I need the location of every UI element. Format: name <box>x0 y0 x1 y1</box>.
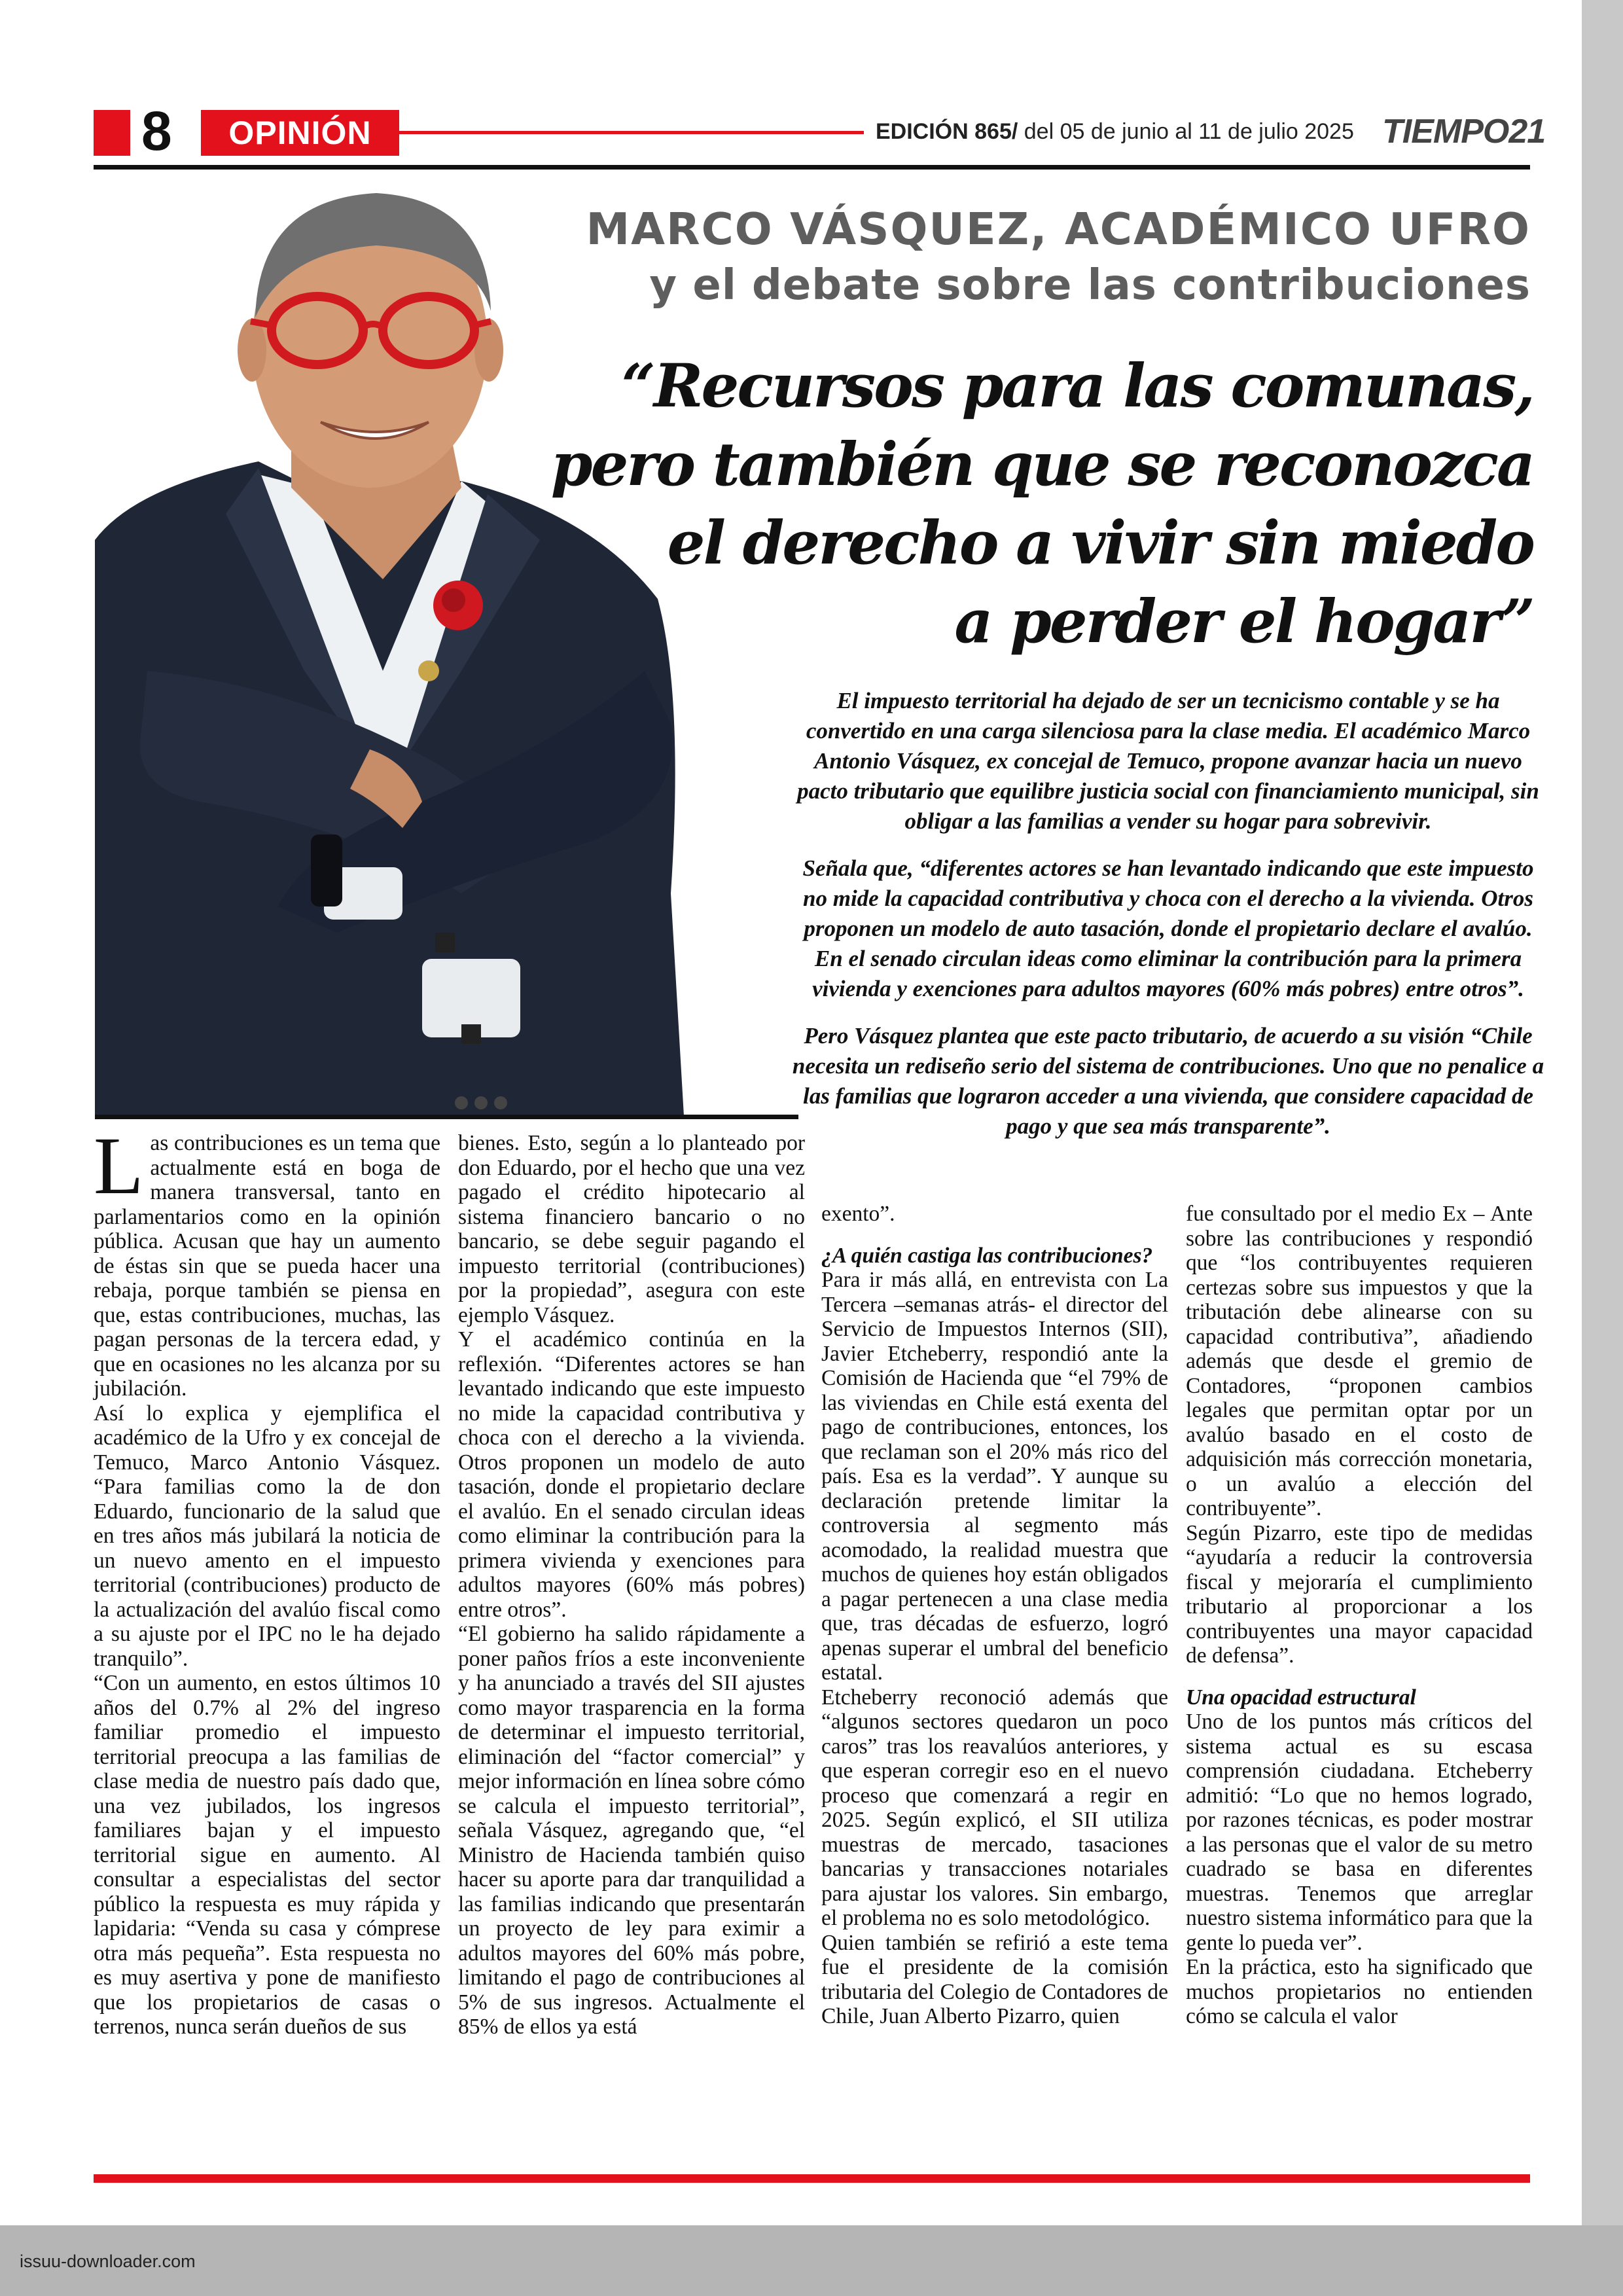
headline-line: “Recursos para las comunas, <box>621 351 1533 421</box>
headline-line: a perder el hogar” <box>954 587 1533 656</box>
body-paragraph: Así lo explica y ejemplifica el académico de la Ufro y ex concejal de Temuco, Marco Antonio Vásquez. “Para familias como la de don Eduardo, funcionario de la salud que en tres años más jubilará la noticia de un nuevo amento en el impuesto territorial (contribuciones) producto de la actualización del avalúo fiscal como a su ajuste por el IPC no le ha dejado tranquilo”. <box>94 1401 440 1671</box>
headline <box>537 347 1533 661</box>
body-paragraph: Quien también se refirió a este tema fue el presidente de la comisión tributaria del Colegio de Contadores de Chile, Juan Alberto Pizarro, quien <box>821 1930 1168 2028</box>
edition-number: EDICIÓN 865/ <box>876 119 1018 144</box>
body-paragraph: fue consultado por el medio Ex – Ante sobre las contribuciones y respondió que “los contribuyentes requieren certezas sobre sus impuestos y que la tributación debe alinearse con su capacidad contributiva”, añadiendo además que desde el gremio de Contadores, “proponen cambios legales que permitan optar por un avalúo basado en el costo de adquisición más corrección monetaria, o un avalúo a elección del contribuyente”. <box>1186 1202 1533 1520</box>
body-paragraph: Uno de los puntos más críticos del sistema actual es su escasa comprensión ciudadana. Etcheberry admitió: “Lo que no hemos logrado, por razones técnicas, es poder mostrar a las personas que el valor de su metro cuadrado se basa en diferentes muestras. Tenemos que arreglar nuestro sistema informático para que la gente lo pueda ver”. <box>1186 1710 1533 1955</box>
body-column-2 <box>458 1131 805 2039</box>
body-paragraph <box>94 1121 440 1401</box>
headline-line: pero también que se reconozca <box>550 430 1533 499</box>
body-paragraph: Para ir más allá, en entrevista con La Tercera –semanas atrás- el director del Servicio de Impuestos Internos (SII), Javier Etcheberry, respondió ante la Comisión de Hacienda que “el 79% de las viviendas en Chile está exenta del pago de contribuciones, entonces, los que reclaman son el 20% más rico del país. Esa es la verdad”. Y aunque su declaración pretende limitar la controversia al segmento más acomodado, la realidad muestra que muchos de quienes hoy están obligados a pagar pertenecen a una clase media que, tras décadas de esfuerzo, logró apenas superar el umbral del beneficio estatal. <box>821 1268 1168 1685</box>
lead-paragraph: El impuesto territorial ha dejado de ser un tecnicismo contable y se ha convertido en una carga silenciosa para la clase media. El académico Marco Antonio Vásquez, ex concejal de Temuco, propone avanzar hacia un nuevo pacto tributario que equilibre justicia social con financiamiento municipal, sin obligar a las familias a vender su hogar para sobrevivir. <box>797 688 1539 834</box>
body-paragraph: En la práctica, esto ha significado que muchos propietarios no entienden cómo se calcula el valor <box>1186 1955 1533 2028</box>
body-paragraph: exento”. <box>821 1202 895 1226</box>
body-column-4 <box>1186 1202 1533 2029</box>
drop-cap: L <box>94 1121 144 1211</box>
lead-paragraphs <box>792 686 1544 1158</box>
header-black-rule <box>94 165 1530 170</box>
body-paragraph: Según Pizarro, este tipo de medidas “ayudaría a reducir la controversia fiscal y mejoraría el cumplimiento tributario al proporcionar a los contribuyentes una mayor capacidad de defensa”. <box>1186 1520 1533 1668</box>
subheading: ¿A quién castiga las contribuciones? <box>821 1243 1153 1268</box>
body-paragraph: Y el académico continúa en la reflexión. “Diferentes actores se han levantado indicando que este impuesto no mide la capacidad contributiva y choca con el derecho a la vivienda. Otros proponen un modelo de auto tasación, donde el propietario declare el avalúo. En el senado circulan ideas como eliminar la contribución para la primera vivienda y exenciones para adultos mayores (60% más pobres) entre otros”. <box>458 1327 805 1622</box>
edition-dates: del 05 de junio al 11 de julio 2025 <box>1018 119 1354 144</box>
section-red-marker <box>94 110 130 156</box>
header-red-rule <box>399 131 864 134</box>
subheading: Una opacidad estructural <box>1186 1685 1416 1710</box>
body-text: as contribuciones es un tema que actualmente está en boga de manera transversal, tanto en parlamentarios como en la opinión pública. Acusan que hay un aumento de éstas sin que se pueda hacer una rebaja, porque también se piensa en que, estas contribuciones, muchas, las pagan personas de la tercera edad, y que en ocasiones no les alcanza por su jubilación. <box>94 1131 440 1401</box>
newspaper-logo: TIEMPO21 <box>1382 113 1546 151</box>
body-paragraph: bienes. Esto, según a lo planteado por don Eduardo, por el hecho que una vez pagado el crédito hipotecario al sistema financiero bancario o no bancario, se debe seguir pagando el impuesto territorial (contribuciones) por la propiedad”, asegura con este ejemplo Vásquez. <box>458 1131 805 1327</box>
kicker-line-2: y el debate sobre las contribuciones <box>649 261 1531 310</box>
section-label: OPINIÓN <box>201 110 399 156</box>
source-watermark: issuu-downloader.com <box>20 2251 196 2271</box>
page-number: 8 <box>141 100 172 162</box>
headline-line: el derecho a vivir sin miedo <box>667 509 1533 578</box>
photo-bottom-rule <box>95 1115 798 1119</box>
viewer-margin-bottom <box>0 2225 1623 2296</box>
viewer-margin-right <box>1582 0 1623 2225</box>
lead-paragraph: Señala que, “diferentes actores se han levantado indicando que este impuesto no mide la capacidad contributiva y choca con el derecho a la vivienda. Otros proponen un modelo de auto tasación, donde el propietario declare el avalúo. En el senado circulan ideas como eliminar la contribución para la primera vivienda y exenciones para adultos mayores (60% más pobres) entre otros”. <box>802 855 1534 1001</box>
lead-paragraph: Pero Vásquez plantea que este pacto tributario, de acuerdo a su visión “Chile necesita un rediseño serio del sistema de contribuciones. Uno que no penalice a las familias que lograron acceder a una vivienda, que considere capacidad de pago y que sea más transparente”. <box>792 1023 1544 1139</box>
kicker-line-1: MARCO VÁSQUEZ, ACADÉMICO UFRO <box>586 204 1531 255</box>
body-column-1 <box>94 1121 440 2039</box>
body-column-3 <box>821 1202 1168 2029</box>
edition-line <box>876 115 1363 148</box>
body-paragraph: “Con un aumento, en estos últimos 10 años del 0.7% al 2% del ingreso familiar promedio el impuesto territorial preocupa a las familias de clase media de nuestro país dado que, una vez jubilados, los ingresos familiares bajan y el impuesto territorial sigue en aumento. Al consultar a especialistas del sector público la respuesta es muy rápida y lapidaria: “Venda su casa y cómprese otra más pequeña”. Esta respuesta no es muy asertiva y pone de manifiesto que los propietarios de casas o terrenos, nunca serán dueños de sus <box>94 1671 440 2039</box>
body-paragraph: “El gobierno ha salido rápidamente a poner paños fríos a este inconveniente y ha anunciado a través del SII ajustes como mayor trasparencia en la forma de determinar el impuesto territorial, eliminación del “factor comercial” y mejor información en línea sobre cómo se calcula el impuesto territorial”, señala Vásquez, agregando que, “el Ministro de Hacienda también quiso hacer su aporte para dar tranquilidad a las familias indicando que presentarán un proyecto de ley para eximir a adultos mayores del 60% más pobre, limitando el pago de contribuciones al 5% de sus ingresos. Actualmente el 85% de ellos ya está <box>458 1622 805 2039</box>
footer-red-rule <box>94 2174 1530 2183</box>
body-paragraph: Etcheberry reconoció además que “algunos sectores quedaron un poco caros” tras los reavalúos anteriores, y que esperan corregir eso en el nuevo proceso que comenzará a regir en 2025. Según explicó, el SII utiliza muestras de mercado, tasaciones bancarias y transacciones notariales para ajustar los valores. Sin embargo, el problema no es solo metodológico. <box>821 1685 1168 1930</box>
